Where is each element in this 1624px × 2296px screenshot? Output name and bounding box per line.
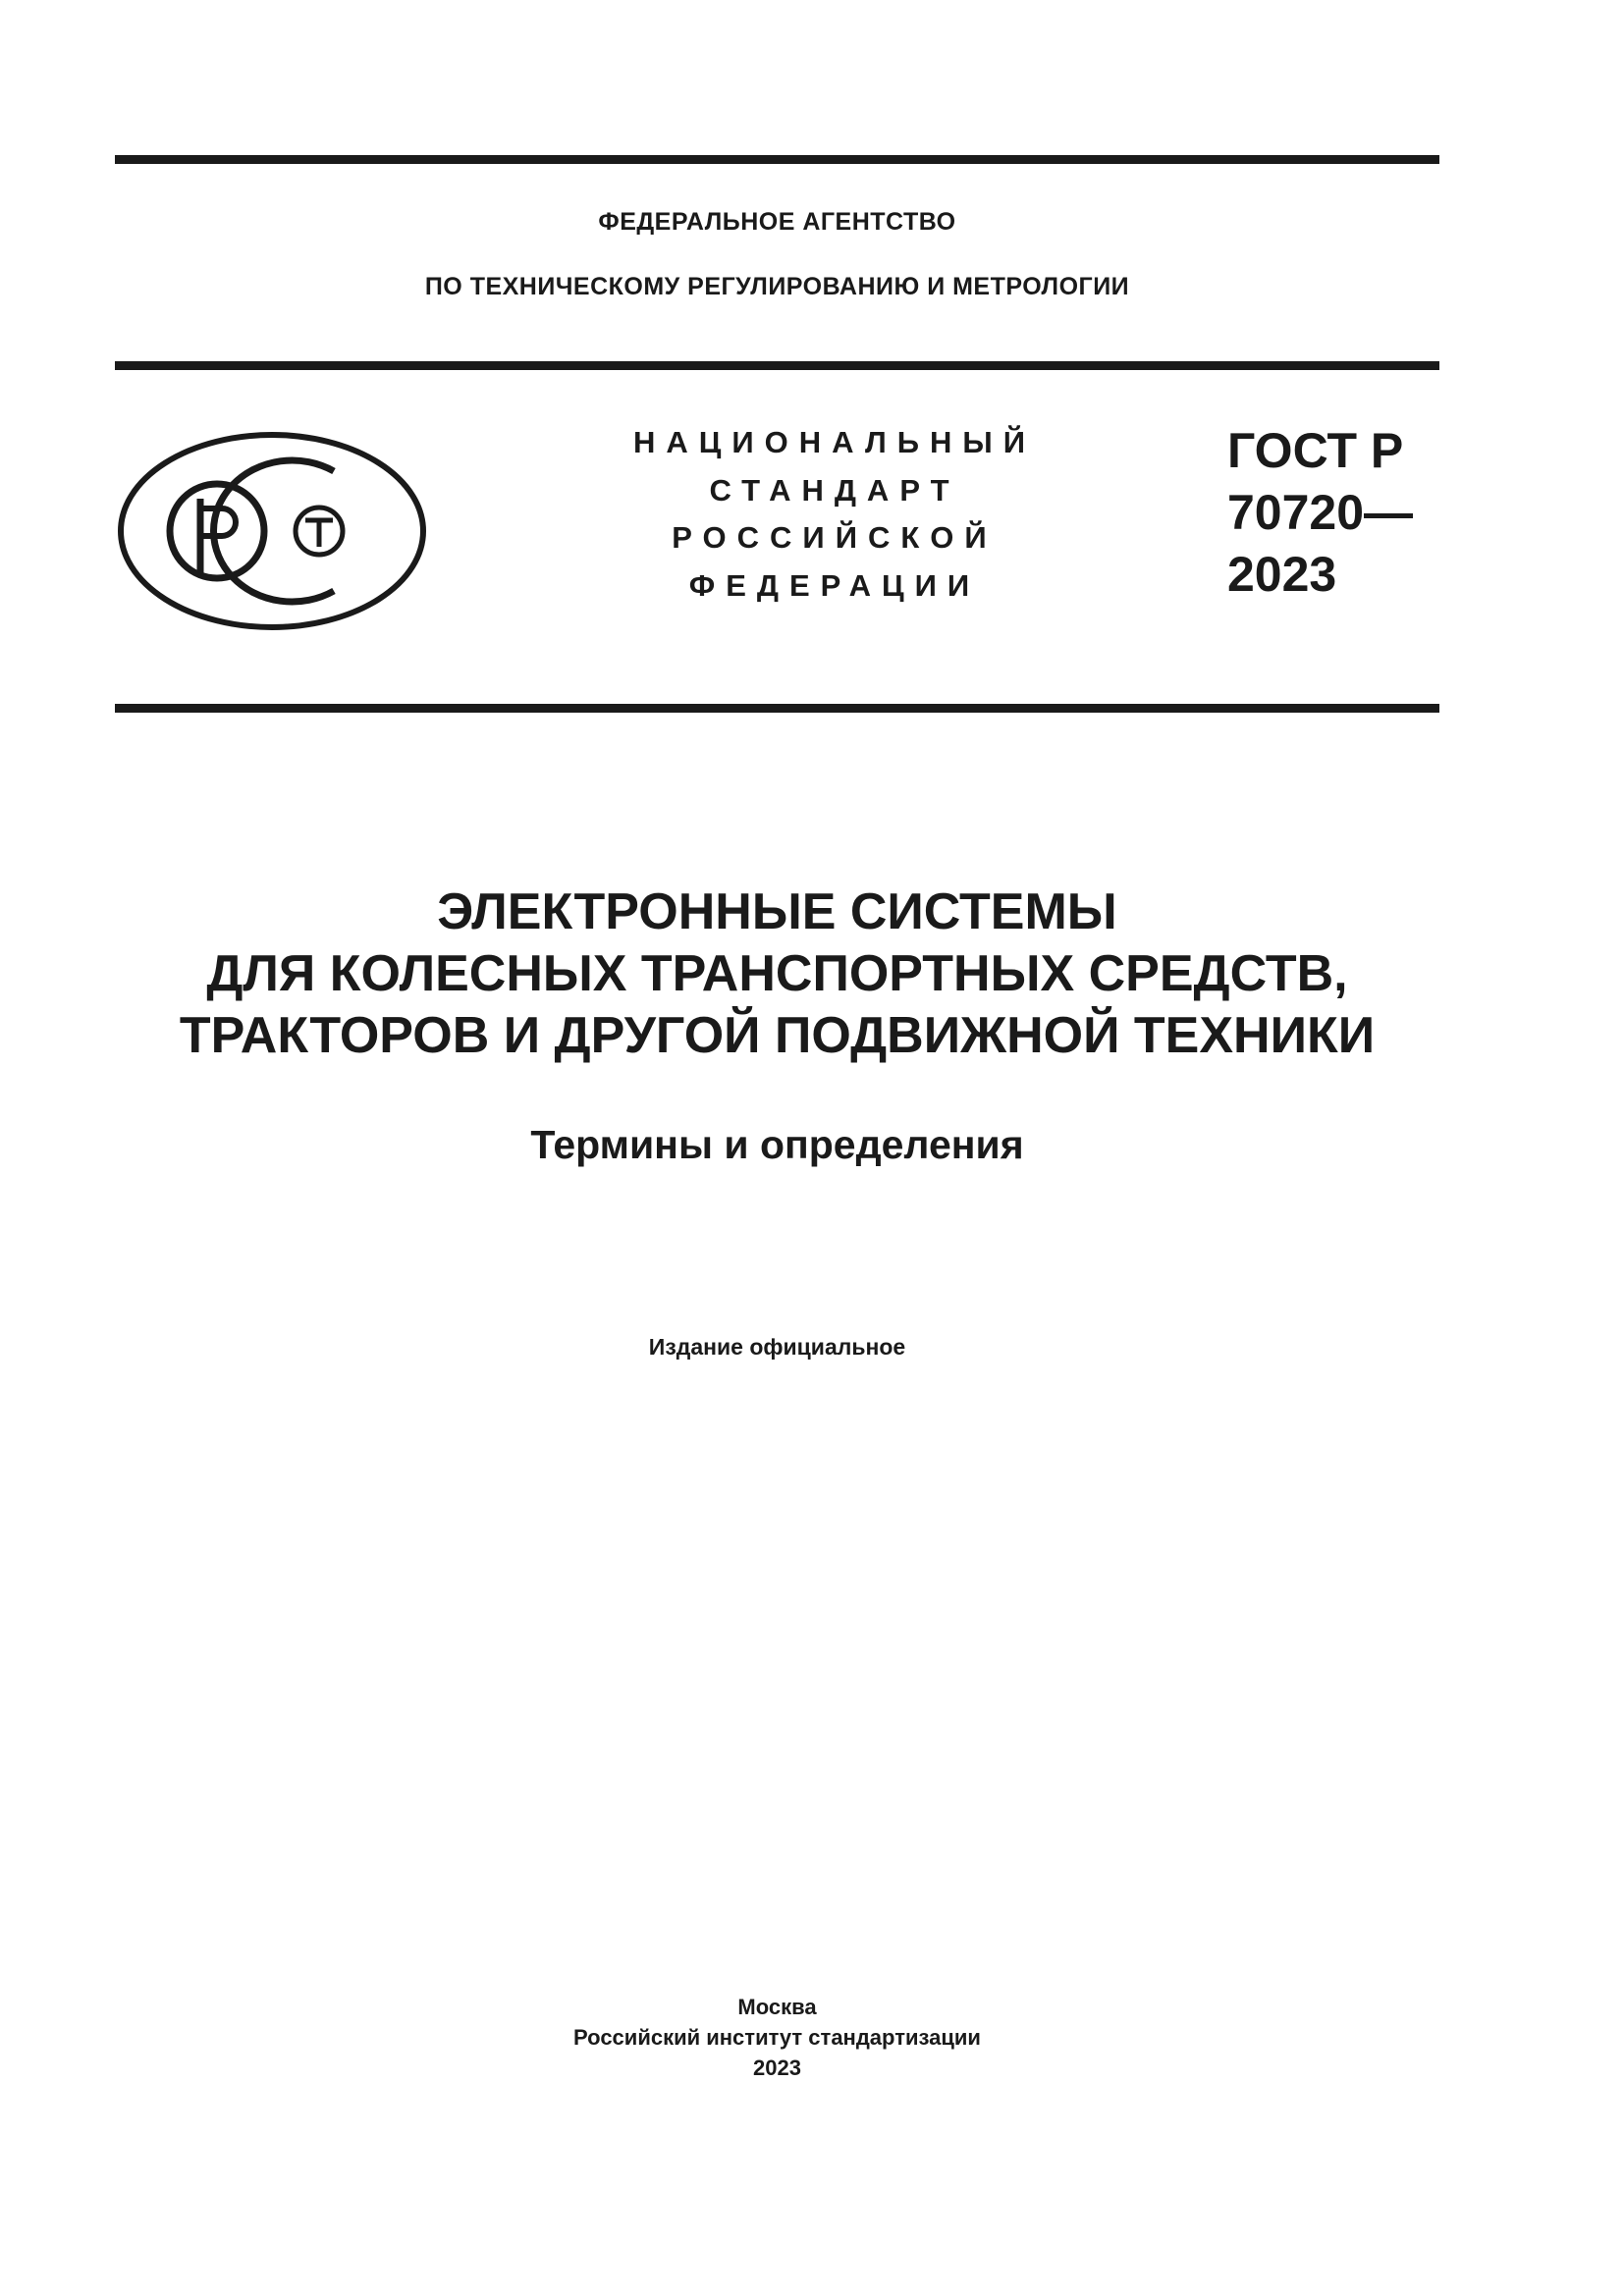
agency-name-line-2: ПО ТЕХНИЧЕСКОМУ РЕГУЛИРОВАНИЮ И МЕТРОЛОГИИ	[424, 273, 1130, 300]
header-bottom-rule	[115, 361, 1439, 370]
standard-type-label	[579, 419, 1090, 610]
standard-type-line: ФЕДЕРАЦИИ	[688, 567, 981, 603]
publication-year: 2023	[753, 2056, 801, 2080]
edition-note: Издание официальное	[648, 1334, 906, 1360]
document-title-line: ЭЛЕКТРОННЫЕ СИСТЕМЫ	[437, 883, 1117, 940]
standard-type-line: НАЦИОНАЛЬНЫЙ	[632, 425, 1037, 459]
publisher-city: Москва	[737, 1995, 817, 2019]
gost-designation-line: ГОСТ Р	[1227, 423, 1404, 478]
gost-designation-line: 70720—	[1227, 485, 1414, 540]
rst-certification-mark-icon	[116, 430, 428, 632]
publisher-name: Российский институт стандартизации	[573, 2025, 981, 2050]
gost-designation-line: 2023	[1227, 547, 1337, 602]
document-title-line: ТРАКТОРОВ И ДРУГОЙ ПОДВИЖНОЙ ТЕХНИКИ	[179, 1007, 1376, 1064]
agency-name-line-1: ФЕДЕРАЛЬНОЕ АГЕНТСТВО	[598, 208, 956, 236]
document-subtitle: Термины и определения	[530, 1122, 1024, 1167]
standard-type-line: СТАНДАРТ	[709, 472, 960, 507]
standard-type-line: РОССИЙСКОЙ	[672, 520, 998, 555]
standard-block-rule	[115, 704, 1439, 713]
document-title-line: ДЛЯ КОЛЕСНЫХ ТРАНСПОРТНЫХ СРЕДСТВ,	[206, 945, 1348, 1002]
gost-designation	[1227, 420, 1413, 606]
header-top-rule	[115, 155, 1439, 164]
document-title	[115, 881, 1439, 1067]
publisher-imprint	[115, 1992, 1439, 2083]
